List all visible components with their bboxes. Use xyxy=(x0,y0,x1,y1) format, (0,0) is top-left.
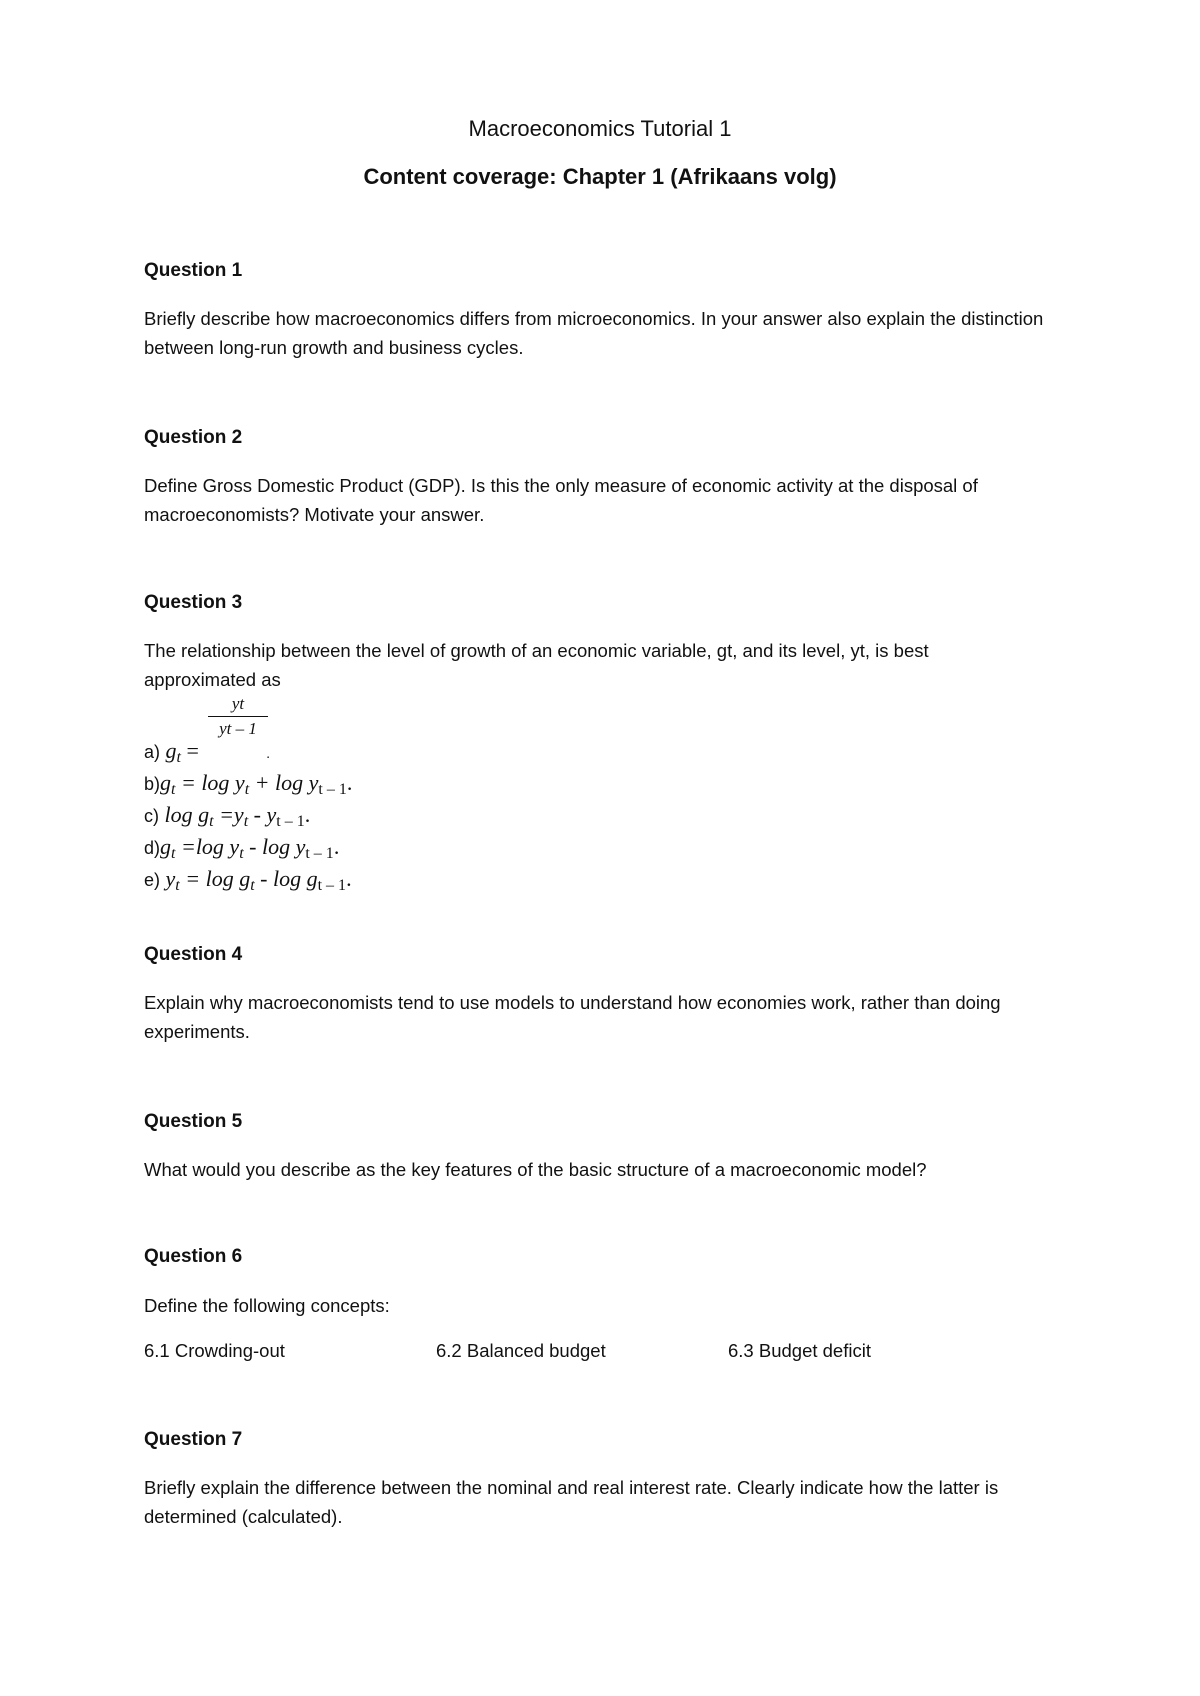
option-e xyxy=(144,866,352,892)
concept-item: 6.3 Budget deficit xyxy=(728,1340,871,1361)
question-4-heading: Question 4 xyxy=(144,944,243,965)
option-e-sub1: t xyxy=(175,877,180,894)
option-b-sub2: t xyxy=(244,781,250,798)
option-a-equals: = xyxy=(186,738,199,763)
option-b-sub1: t xyxy=(171,781,176,798)
option-e-sub3: t – 1 xyxy=(317,877,347,894)
option-b xyxy=(144,770,352,796)
option-c-sub2: t xyxy=(243,813,249,830)
fraction-denominator: yt – 1 xyxy=(219,719,257,738)
option-e-label: e) xyxy=(144,870,161,890)
option-b-sub3: t – 1 xyxy=(318,781,347,798)
option-b-end: . xyxy=(346,770,353,795)
option-a-fraction xyxy=(208,694,268,739)
option-e-sub2: t xyxy=(250,877,255,894)
option-e-end: . xyxy=(346,866,352,891)
option-e-mid2: - log g xyxy=(254,866,318,891)
question-6-heading: Question 6 xyxy=(144,1246,243,1267)
option-d-sub1: t xyxy=(171,845,176,862)
question-1-text: Briefly describe how macroeconomics differs from microeconomics. In your answer also explain the distinction between long-run growth and business cycles. xyxy=(144,308,1044,358)
question-3-text: The relationship between the level of growth of an economic variable, gt, and its level, yt, is best approximated as xyxy=(144,640,929,690)
option-e-mid: = log g xyxy=(179,866,251,891)
question-7-heading: Question 7 xyxy=(144,1429,243,1450)
option-a-label: a) xyxy=(144,742,161,762)
question-2-text: Define Gross Domestic Product (GDP). Is this the only measure of economic activity at the disposal of macroeconomists? Motivate your answer. xyxy=(144,475,978,525)
option-d-label: d) xyxy=(144,838,161,858)
option-a-lhs: g xyxy=(165,738,177,763)
option-d-sub3: t – 1 xyxy=(305,845,334,862)
option-c-mid2: - y xyxy=(248,802,277,827)
option-b-label: b) xyxy=(144,774,161,794)
document-title: Macroeconomics Tutorial 1 xyxy=(468,116,732,141)
option-c-sub3: t – 1 xyxy=(276,813,305,830)
concept-item: 6.2 Balanced budget xyxy=(436,1340,606,1361)
option-c-sub1: t xyxy=(209,813,214,830)
document-subtitle: Content coverage: Chapter 1 (Afrikaans volg) xyxy=(363,164,837,189)
option-c-end: . xyxy=(304,802,311,827)
question-7-text: Briefly explain the difference between the nominal and real interest rate. Clearly indicate how the latter is determined (calculated). xyxy=(144,1477,999,1527)
option-c-mid: =y xyxy=(213,802,244,827)
option-b-expr: g xyxy=(160,770,172,795)
question-5-heading: Question 5 xyxy=(144,1111,243,1132)
question-5-text: What would you describe as the key features of the basic structure of a macroeconomic model? xyxy=(144,1159,927,1180)
fraction-numerator: yt xyxy=(208,694,268,717)
concept-item: 6.1 Crowding-out xyxy=(144,1340,285,1361)
option-a-end: . xyxy=(266,747,270,762)
option-c xyxy=(144,802,310,828)
question-2-heading: Question 2 xyxy=(144,427,243,448)
question-1-heading: Question 1 xyxy=(144,260,243,281)
option-d-sub2: t xyxy=(239,845,244,862)
option-b-mid2: + log y xyxy=(249,770,319,795)
option-a xyxy=(144,738,270,764)
option-a-lhs-sub: t xyxy=(176,749,181,766)
option-d-end: . xyxy=(333,834,340,859)
question-6-text: Define the following concepts: xyxy=(144,1295,390,1316)
option-b-mid: = log y xyxy=(175,770,245,795)
option-e-expr: y xyxy=(165,866,176,891)
option-d xyxy=(144,834,339,860)
option-d-mid2: - log y xyxy=(243,834,306,859)
option-c-expr: log g xyxy=(164,802,210,827)
question-3-heading: Question 3 xyxy=(144,592,243,613)
option-c-label: c) xyxy=(144,806,159,826)
option-d-mid: =log y xyxy=(175,834,240,859)
option-d-expr: g xyxy=(160,834,172,859)
question-4-text: Explain why macroeconomists tend to use models to understand how economies work, rather than doing experiments. xyxy=(144,992,1001,1042)
